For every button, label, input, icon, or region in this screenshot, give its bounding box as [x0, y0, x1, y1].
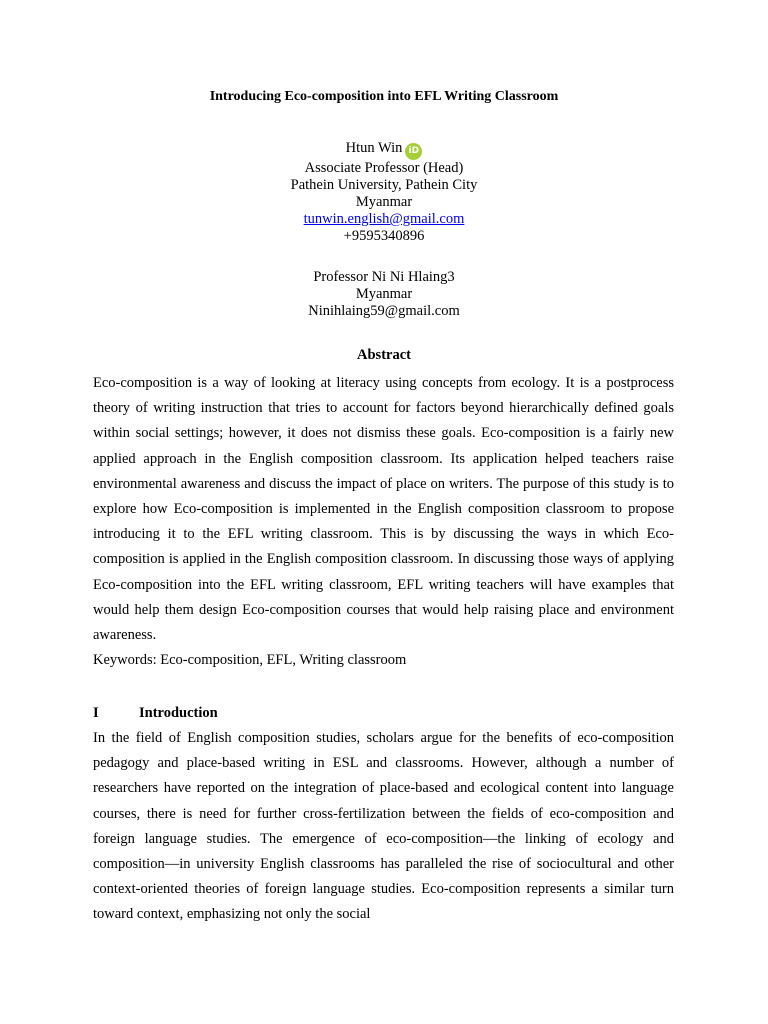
author-block-2	[0, 269, 768, 320]
section-title: Introduction	[139, 705, 218, 721]
author-name: Htun Win	[345, 140, 403, 156]
section-number: I	[93, 705, 99, 721]
author-country: Myanmar	[355, 286, 413, 302]
section-heading	[93, 701, 218, 726]
author-name: Professor Ni Ni Hlaing3	[313, 269, 455, 285]
abstract-paragraph: Eco-composition is a way of looking at literacy using concepts from ecology. It is a postprocess theory of writing instruction that tries to account for factors beyond hierarchically defined goals within social settings; however, it does not dismiss these goals. Eco-composition is a fairly new applied approach in the English composition classroom. Its application helped teachers raise environmental awareness and discuss the impact of place on writers. The purpose of this study is to explore how Eco-composition is implemented in the English composition classroom to propose introducing it to the EFL writing classroom. This is by discussing the ways in which Eco-composition is applied in the English composition classroom. In discussing those ways of applying Eco-composition into the EFL writing classroom, EFL writing teachers will have examples that would help them design Eco-composition courses that would help raising place and environment awareness.	[93, 375, 674, 644]
orcid-icon[interactable]: iD	[405, 143, 422, 160]
abstract-heading: Abstract	[357, 347, 411, 363]
paper-title: Introducing Eco-composition into EFL Writing Classroom	[209, 89, 559, 104]
author-email-link[interactable]: tunwin.english@gmail.com	[303, 211, 465, 227]
author-email-line	[0, 211, 768, 228]
keywords-line: Keywords: Eco-composition, EFL, Writing classroom	[93, 652, 407, 668]
introduction-paragraph: In the field of English composition studies, scholars argue for the benefits of eco-composition pedagogy and place-based writing in ESL and classrooms. However, although a number of researchers have reported on the integration of place-based and ecological content into language courses, there is need for further cross-fertilization between the fields of eco-composition and foreign language studies. The emergence of eco-composition—the linking of ecology and composition—in university English classrooms has paralleled the rise of sociocultural and other context-oriented theories of foreign language studies. Eco-composition represents a similar turn toward context, emphasizing not only the social	[93, 730, 674, 923]
author-email: Ninihlaing59@gmail.com	[308, 303, 460, 319]
author-phone: +9595340896	[343, 228, 425, 244]
author-country: Myanmar	[355, 194, 413, 210]
author-name-line	[0, 140, 768, 160]
author-affiliation: Pathein University, Pathein City	[290, 177, 478, 193]
author-block-1	[0, 140, 768, 245]
author-position: Associate Professor (Head)	[304, 160, 464, 176]
